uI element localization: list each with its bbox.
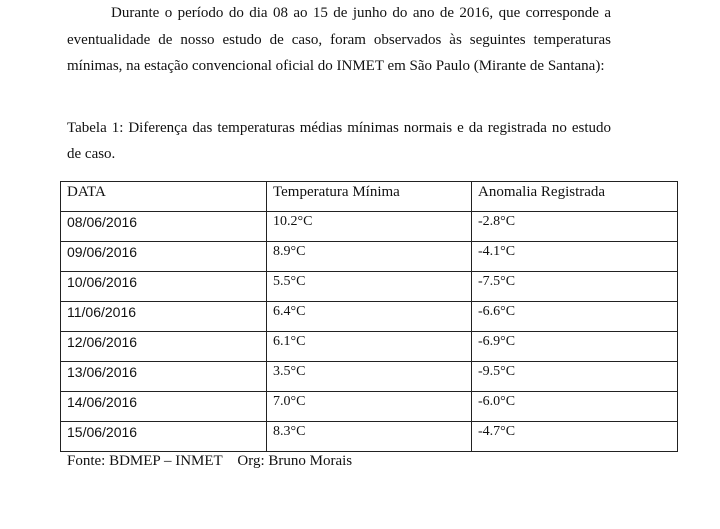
body-paragraph: Durante o período do dia 08 ao 15 de junho do ano de 2016, que corresponde a eventualidade de nosso estudo de caso, foram observados às seguintes temperaturas mínimas, na estação convencional oficial do INMET em São Paulo (Mirante de Santana): (67, 5, 611, 74)
header-date: DATA (61, 182, 267, 212)
cell-date: 14/06/2016 (61, 392, 267, 422)
table-row (61, 362, 678, 392)
cell-date: 09/06/2016 (61, 242, 267, 272)
temperature-table (60, 181, 678, 452)
cell-anomaly: -6.6°C (472, 302, 678, 332)
cell-min-temp: 5.5°C (267, 272, 472, 302)
header-min-temp: Temperatura Mínima (267, 182, 472, 212)
table-row (61, 242, 678, 272)
cell-min-temp: 3.5°C (267, 362, 472, 392)
cell-min-temp: 6.4°C (267, 302, 472, 332)
cell-anomaly: -2.8°C (472, 212, 678, 242)
cell-min-temp: 6.1°C (267, 332, 472, 362)
cell-date: 12/06/2016 (61, 332, 267, 362)
table-caption: Tabela 1: Diferença das temperaturas médias mínimas normais e da registrada no estudo de caso. (67, 120, 611, 162)
cell-min-temp: 7.0°C (267, 392, 472, 422)
table-header-row (61, 182, 678, 212)
table-source-note: Fonte: BDMEP – INMET Org: Bruno Morais (67, 453, 353, 469)
cell-anomaly: -7.5°C (472, 272, 678, 302)
table-row (61, 302, 678, 332)
cell-date: 08/06/2016 (61, 212, 267, 242)
cell-min-temp: 10.2°C (267, 212, 472, 242)
cell-anomaly: -9.5°C (472, 362, 678, 392)
cell-anomaly: -6.0°C (472, 392, 678, 422)
header-anomaly: Anomalia Registrada (472, 182, 678, 212)
cell-anomaly: -4.7°C (472, 422, 678, 452)
cell-anomaly: -4.1°C (472, 242, 678, 272)
cell-date: 13/06/2016 (61, 362, 267, 392)
cell-date: 15/06/2016 (61, 422, 267, 452)
table-row (61, 392, 678, 422)
cell-min-temp: 8.9°C (267, 242, 472, 272)
cell-date: 11/06/2016 (61, 302, 267, 332)
table-row (61, 212, 678, 242)
table-row (61, 272, 678, 302)
cell-date: 10/06/2016 (61, 272, 267, 302)
table-row (61, 422, 678, 452)
table-row (61, 332, 678, 362)
cell-anomaly: -6.9°C (472, 332, 678, 362)
cell-min-temp: 8.3°C (267, 422, 472, 452)
